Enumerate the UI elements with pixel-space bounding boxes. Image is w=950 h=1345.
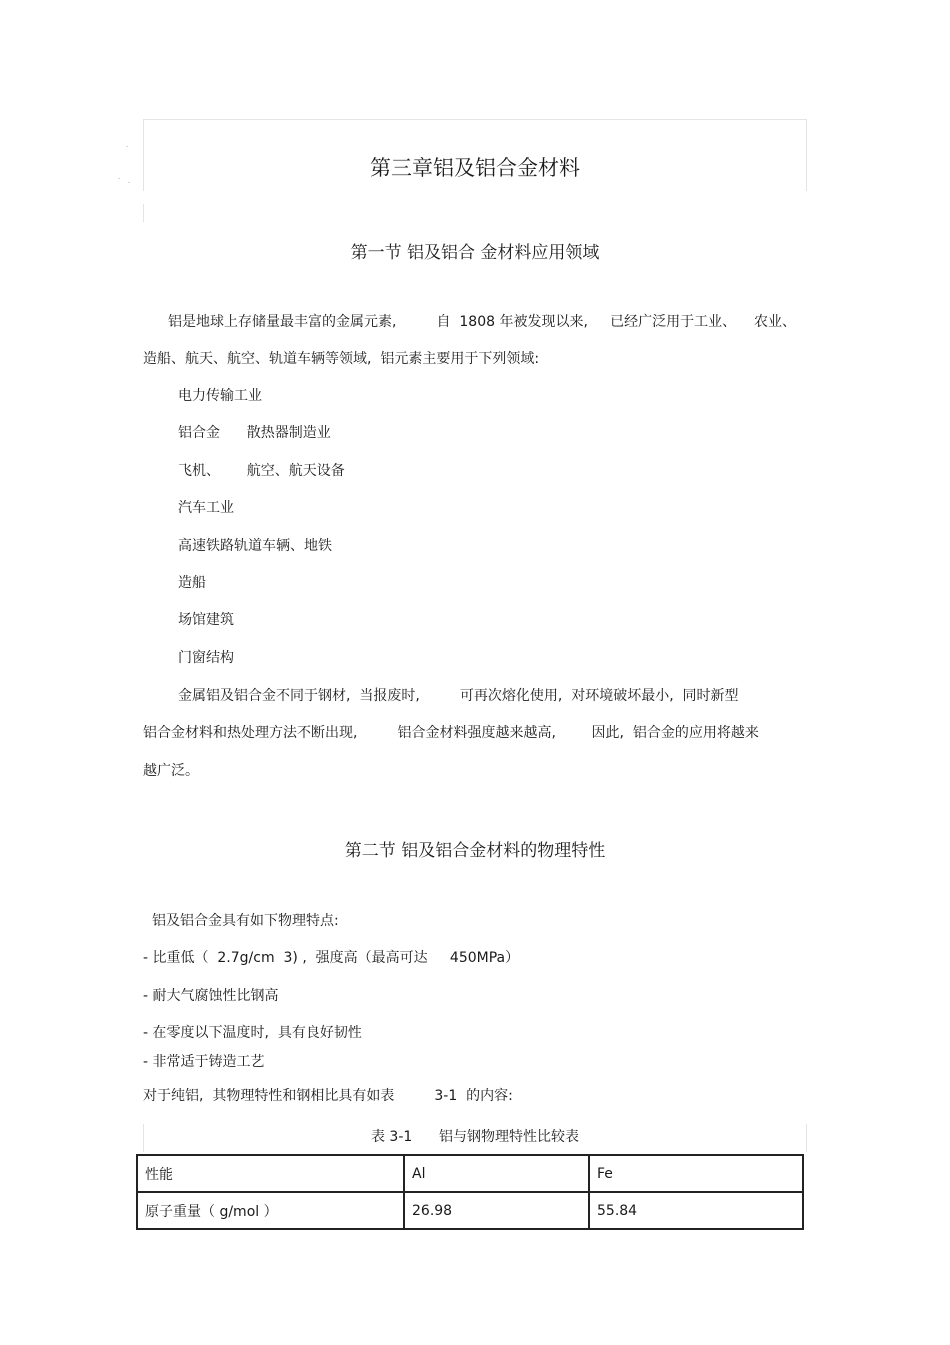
section-1-closing-line-2: 铝合金材料和热处理方法不断出现, 铝合金材料强度越来越高, 因此, 铝合金的应用将越来 bbox=[143, 725, 759, 741]
field-item: 造船 bbox=[178, 575, 206, 591]
section-2-intro: 铝及铝合金具有如下物理特点: bbox=[152, 913, 339, 929]
section-1-closing-line-3: 越广泛。 bbox=[143, 763, 199, 779]
table-caption: 表 3-1 铝与钢物理特性比较表 bbox=[370, 1129, 580, 1145]
page-frame-left-border-segment bbox=[143, 204, 144, 222]
property-bullet: - 在零度以下温度时, 具有良好韧性 bbox=[143, 1025, 362, 1041]
table-cell: 原子重量（ g/mol ） bbox=[137, 1192, 404, 1229]
table-cell: 55.84 bbox=[589, 1192, 803, 1229]
section-1-intro-line-2: 造船、航天、航空、轨道车辆等领域, 铝元素主要用于下列领域: bbox=[143, 351, 540, 367]
table-header-cell: Fe bbox=[589, 1155, 803, 1192]
field-item: 电力传输工业 bbox=[178, 388, 262, 404]
field-item: 汽车工业 bbox=[178, 500, 234, 516]
table-cell: 26.98 bbox=[404, 1192, 589, 1229]
scan-speck bbox=[118, 178, 120, 179]
page-frame-top-border bbox=[143, 119, 807, 120]
property-bullet: - 比重低（ 2.7g/cm 3) , 强度高（最高可达 450MPa） bbox=[143, 950, 520, 966]
section-2-title: 第二节 铝及铝合金材料的物理特性 bbox=[344, 841, 606, 861]
field-item: 高速铁路轨道车辆、地铁 bbox=[178, 538, 332, 554]
table-header-row bbox=[137, 1155, 803, 1192]
field-item: 门窗结构 bbox=[178, 650, 234, 666]
section-1-closing-line-1: 金属铝及铝合金不同于钢材, 当报废时, 可再次熔化使用, 对环境破坏最小, 同时新型 bbox=[178, 688, 739, 704]
properties-comparison-table bbox=[136, 1154, 804, 1230]
field-item: 飞机、 航空、航天设备 bbox=[178, 463, 345, 479]
chapter-title: 第三章铝及铝合金材料 bbox=[370, 156, 580, 180]
field-item: 铝合金 散热器制造业 bbox=[178, 425, 331, 441]
section-1-title: 第一节 铝及铝合 金材料应用领域 bbox=[350, 243, 600, 263]
property-bullet: - 非常适于铸造工艺 bbox=[143, 1054, 265, 1070]
table-row bbox=[137, 1192, 803, 1229]
section-1-intro-line-1: 铝是地球上存储量最丰富的金属元素, 自 1808 年被发现以来, 已经广泛用于工业、 农业、 bbox=[168, 314, 796, 330]
table-reference-line: 对于纯铝, 其物理特性和钢相比具有如表 3-1 的内容: bbox=[143, 1088, 513, 1104]
property-bullet: - 耐大气腐蚀性比钢高 bbox=[143, 988, 279, 1004]
field-item: 场馆建筑 bbox=[178, 612, 234, 628]
scan-speck bbox=[128, 182, 130, 183]
scan-speck bbox=[126, 146, 128, 147]
table-header-cell: 性能 bbox=[137, 1155, 404, 1192]
table-header-cell: Al bbox=[404, 1155, 589, 1192]
